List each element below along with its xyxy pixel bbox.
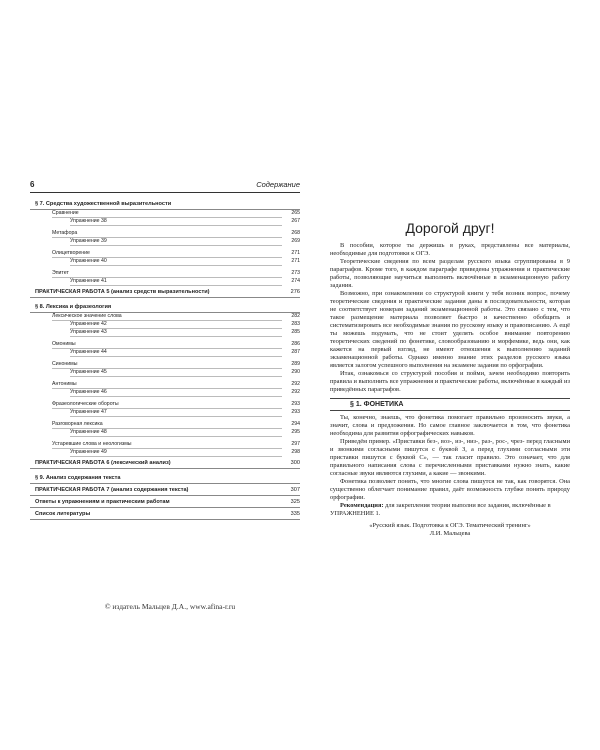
source-author: Л.И. Мальцева — [429, 530, 471, 537]
toc-exercise: Упражнение 41 274 — [70, 278, 300, 284]
toc-topic: Сравнение 265 — [52, 210, 300, 216]
recommendation — [330, 502, 570, 518]
toc-exercise: Упражнение 45 290 — [70, 369, 300, 375]
toc-page — [30, 180, 300, 520]
toc-exercise: Упражнение 40 271 — [70, 258, 300, 264]
header-rule — [30, 192, 300, 193]
page-title: Дорогой друг! — [405, 220, 495, 236]
toc-exercise: Упражнение 39 269 — [70, 238, 300, 244]
paragraph: Итак, ознакомься со структурой пособия и пойми, зачем необходимо повторить правила и выполнить все упражнения и практические работы, включённые в каждый из приведённых параграфов. — [330, 370, 570, 393]
toc-exercise: Упражнение 44 287 — [70, 349, 300, 355]
source-title: «Русский язык. Подготовка к ОГЭ. Тематический тренинг» — [369, 522, 531, 529]
intro-page — [330, 220, 570, 538]
toc-section-heading: § 9. Анализ содержания текста — [30, 471, 300, 484]
recommendation-label: Рекомендация: — [340, 502, 384, 509]
header-title: Содержание — [256, 180, 300, 189]
toc-topic: Разговорная лексика 294 — [52, 421, 300, 427]
toc-topic: Лексическое значение слова 282 — [52, 313, 300, 319]
toc-section-heading: § 7. Средства художественной выразительности — [30, 197, 300, 210]
page-header — [30, 180, 300, 189]
paragraph: Ты, конечно, знаешь, что фонетика помогает правильно произносить звуки, а значит, слова и предложения. Но самое главное заключается в том, что фонетика необходима для развития орфографических навыков. — [330, 414, 570, 437]
toc-practice: ПРАКТИЧЕСКАЯ РАБОТА 7 (анализ содержания текста) 307 — [30, 484, 300, 496]
toc-exercise: Упражнение 42 283 — [70, 321, 300, 327]
table-of-contents — [30, 197, 300, 520]
toc-topic: Антонимы 292 — [52, 381, 300, 387]
paragraph: В пособии, которое ты держишь в руках, представлены все материалы, необходимые для подготовки к ОГЭ. — [330, 242, 570, 257]
toc-topic: Фразеологические обороты 293 — [52, 401, 300, 407]
toc-exercise: Упражнение 46 292 — [70, 389, 300, 395]
toc-topic: Метафора 268 — [52, 230, 300, 236]
source-quote — [330, 522, 570, 538]
section-heading: § 1. ФОНЕТИКА — [330, 398, 570, 411]
paragraph: Теоретические сведения по всем разделам русского языка сгруппированы в 9 параграфов. Кроме того, в каждом параграфе приведены упражнения и практические работы, позволяющие научиться выполнять включённые в экзаменационную работу задания. — [330, 258, 570, 289]
toc-answers: Ответы к упражнениям и практическим работам 325 — [30, 496, 300, 508]
toc-topic: Синонимы 289 — [52, 361, 300, 367]
toc-topic: Устаревшие слова и неологизмы 297 — [52, 441, 300, 447]
recommendation-text: для закрепления теории выполни все задания, включённые в УПРАЖНЕНИЕ 1. — [330, 502, 551, 517]
toc-references: Список литературы 335 — [30, 508, 300, 520]
toc-section-heading: § 8. Лексика и фразеология — [30, 300, 300, 313]
toc-practice: ПРАКТИЧЕСКАЯ РАБОТА 6 (лексический анализ) 300 — [30, 457, 300, 469]
paragraph: Возможно, при ознакомлении со структурой книги у тебя возник вопрос, почему теоретические сведения и практические задания даны в последовательности, которая не соответствует номерам заданий экзаменационной работы. Это связано с тем, что такое размещение материала позволяет быстро и качественно обобщить и систематизировать все необходимые знания по русскому языку и правописанию. А ещё ты можешь подумать, что не стоит уделять особое внимание повторению теоретических сведений по фонетике, словообразованию и морфемике, ведь они, как кажется на первый взгляд, не имеют отношения к выполнению заданий экзаменационной работы. Однако именно знание этих разделов русского языка является залогом успешного выполнения на экзамене задания по орфографии. — [330, 290, 570, 369]
toc-topic: Омонимы 286 — [52, 341, 300, 347]
toc-practice: ПРАКТИЧЕСКАЯ РАБОТА 5 (анализ средств выразительности) 276 — [30, 286, 300, 298]
page-number: 6 — [30, 180, 35, 189]
copyright-line: © издатель Мальцев Д.А., www.afina-r.ru — [104, 602, 236, 611]
toc-exercise: Упражнение 43 285 — [70, 329, 300, 335]
toc-exercise: Упражнение 47 293 — [70, 409, 300, 415]
paragraph: Приведём пример. «Приставки без-, воз-, из-, низ-, раз-, рос-, чрез- перед гласными и звонкими согласными пишутся с буквой З, а перед глухими согласными эти приставки пишутся с буквой С», — так гласит правило. Это означает, что для правильного написания слова с перечисленными приставками нужно знать, какие согласные звуки являются глухими, а какие — звонкими. — [330, 438, 570, 477]
toc-topic: Олицетворение 271 — [52, 250, 300, 256]
toc-exercise: Упражнение 38 267 — [70, 218, 300, 224]
toc-topic: Эпитет 273 — [52, 270, 300, 276]
paragraph: Фонетика позволяет понять, что многие слова пишутся не так, как говорятся. Она существенно облегчает понимание правил, даёт возможность глубже понять природу орфографии. — [330, 478, 570, 501]
toc-exercise: Упражнение 48 295 — [70, 429, 300, 435]
toc-exercise: Упражнение 49 298 — [70, 449, 300, 455]
